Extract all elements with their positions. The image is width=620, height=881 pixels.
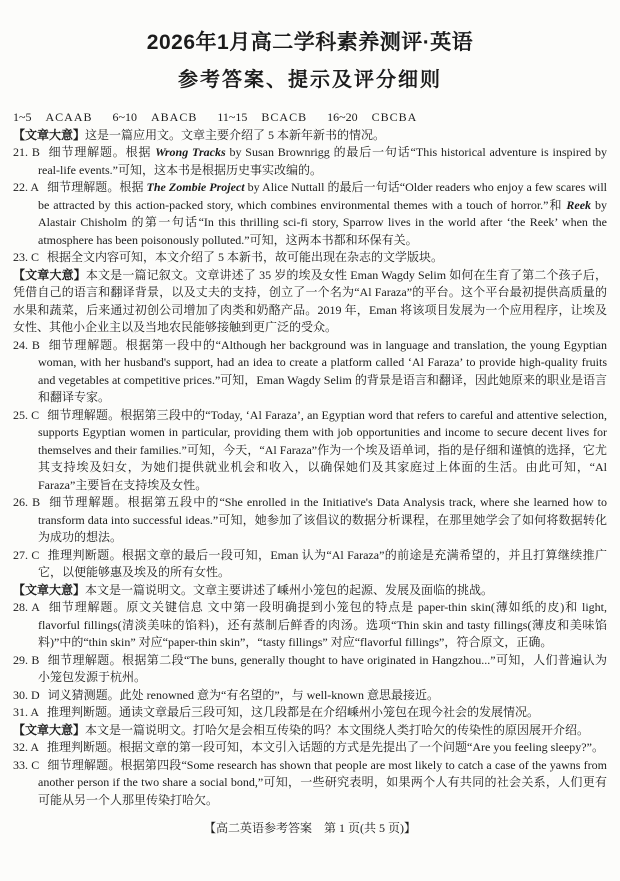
answer-item-26 xyxy=(13,494,607,547)
page-subtitle: 参考答案、提示及评分细则 xyxy=(178,69,442,91)
item-number: 26. B xyxy=(13,495,41,509)
answer-item-22 xyxy=(13,179,607,249)
item-number: 32. A xyxy=(13,740,40,754)
answer-item-30 xyxy=(13,687,607,705)
answer-letters: ABACB xyxy=(151,110,198,124)
item-text: 推理判断题。根据文章的第一段可知，本文引入话题的方式是先提出了一个问题“Are you feeling sleepy?”。 xyxy=(47,740,604,754)
answer-range: 1~5 xyxy=(13,110,32,124)
summary-text: 本文是一篇说明文。文章主要讲述了嵊州小笼包的起源、发展及面临的挑战。 xyxy=(85,582,494,597)
item-text: 细节理解题。根据 xyxy=(47,145,156,159)
passage-summary-1 xyxy=(13,127,607,145)
page-header xyxy=(13,26,607,92)
answer-range: 16~20 xyxy=(327,110,358,124)
answer-letters: CBCBA xyxy=(371,110,418,124)
item-text: by Susan Brownrigg 的最后一句话“This historical adventure is inspired by real-life events.”可知，这本书是根据历史事实改编的。 xyxy=(38,145,607,177)
item-text: by Alice Nuttall 的最后一句话“Older readers who enjoy a few scares will be attracted by this action-packed story, which combines environmental themes with a touch of horror.”和 xyxy=(38,180,607,212)
summary-text: 本文是一篇记叙文。文章讲述了 35 岁的埃及女性 Eman Wagdy Selim 如何在生育了第二个孩子后，凭借自己的语言和翻译背景，以及丈夫的支持，创立了一个名为“Al Faraza”的平台。这个平台最初提供高质量的水果和蔬菜，后来通过初创公司增加了肉类和奶酪产品。2019 年，Eman 将该项目发展为一个应用程序，让埃及女性、其他小企业主以及当地农民能够接触到更广泛的受众。 xyxy=(13,267,607,334)
item-text: 细节理解题。根据第五段中的“She enrolled in the Initiative's Data Analysis track, where she learned how to transform data into successful ideas.”可知，她参加了该倡议的数据分析课程，在那里她学会了如何将数据转化为成功的想法。 xyxy=(38,495,607,544)
item-number: 25. C xyxy=(13,407,40,422)
summary-label: 【文章大意】 xyxy=(13,582,86,597)
answer-item-21 xyxy=(13,144,607,179)
answer-item-23 xyxy=(13,249,607,267)
answer-range: 6~10 xyxy=(112,110,138,124)
summary-label: 【文章大意】 xyxy=(13,267,86,282)
item-text: 推理判断题。根据文章的最后一段可知，Eman 认为“Al Faraza”的前途是充满希望的，并且打算继续推广它，以便能够惠及埃及的所有女性。 xyxy=(38,547,607,579)
answer-item-33 xyxy=(13,757,607,810)
item-number: 23. C xyxy=(13,250,40,264)
item-text: 推理判断题。通读文章最后三段可知，这几段都是在介绍嵊州小笼包在现今社会的发展情况。 xyxy=(47,705,540,719)
page-footer: 【高二英语参考答案 第 1 页(共 5 页)】 xyxy=(204,821,416,835)
item-text: 细节理解题。根据第二段“The buns, generally thought to have originated in Hangzhou...”可知，人们普遍认为小笼包发源于杭州。 xyxy=(38,652,607,684)
item-text: 细节理解题。原文关键信息 文中第一段明确提到小笼包的特点是 paper-thin skin(薄如纸的皮)和 light, flavorful fillings(清淡美味的馅料)，还有蒸制后鲜香的肉汤。选项“Thin skin and tasty fillings(薄皮和美味馅料)”中的“thin skin” 对应“paper-thin skin”，“tasty fillings” 对应“flavorful fillings”，符合原文，正确。 xyxy=(38,600,607,649)
answer-item-25 xyxy=(13,407,607,495)
item-text: 细节理解题。根据 xyxy=(47,180,147,194)
item-text: 细节理解题。根据第三段中的“Today, ‘Al Faraza’, an Egyptian word that refers to careful and attentive selection, supports Egyptian women in particular, providing them with job opportunities and income to secure decent lives for themselves and their families.”可知，今天，“Al Faraza”作为一个埃及语单词，指的是仔细和谨慎的选择，它尤其支持埃及妇女，为她们提供就业机会和收入，以确保她们及其家庭过上体面的生活。由此可知，“Al Faraza”主要旨在支持埃及女性。 xyxy=(38,407,607,492)
answer-item-27 xyxy=(13,547,607,582)
answer-item-31 xyxy=(13,704,607,722)
item-text: 根据全文内容可知，本文介绍了 5 本新书，故可能出现在杂志的文学版块。 xyxy=(47,250,444,264)
item-number: 28. A xyxy=(13,600,40,614)
answers-body xyxy=(13,109,607,809)
passage-summary-3 xyxy=(13,582,607,600)
passage-summary-2 xyxy=(13,267,607,337)
listening-answer-key xyxy=(13,109,607,127)
answer-letters: ACAAB xyxy=(45,110,93,124)
item-text: by Alastair Chisholm 的第一句话“In this thrilling sci-fi story, Sparrow lives in the world after ‘the Reek’ when the atmosphere has been poisonously polluted.”可知，这两本书都和环保有关。 xyxy=(38,197,607,247)
book-title: Wrong Tracks xyxy=(155,145,226,159)
answer-range: 11~15 xyxy=(217,110,248,124)
summary-label: 【文章大意】 xyxy=(13,127,86,142)
item-number: 30. D xyxy=(13,687,40,702)
page-title: 2026年1月高二学科素养测评·英语 xyxy=(146,31,474,54)
item-number: 22. A xyxy=(13,180,40,194)
item-number: 31. A xyxy=(13,705,40,719)
item-number: 33. C xyxy=(13,757,40,772)
item-number: 27. C xyxy=(13,547,40,562)
item-text: 细节理解题。根据第一段中的“Although her background was in language and translation, the young Egyptian woman, with her husband's support, had an idea to create a platform called ‘Al Faraza’ to provide high-quality fruits and vegetables at competitive prices.”可知，Eman Wagdy Selim 的背景是语言和翻译，因此她原来的职业是语言和翻译专家。 xyxy=(38,337,607,404)
item-text: 细节理解题。根据第四段“Some research has shown that people are most likely to catch a case of the yawns from another person if the two share a social bond,”可知，一些研究表明，如果两个人有共同的社会关系，人们更有可能从另一个人那里传染打哈欠。 xyxy=(38,757,607,807)
book-title: The Zombie Project xyxy=(146,180,245,194)
answer-item-29 xyxy=(13,652,607,687)
summary-text: 本文是一篇说明文。打哈欠是会相互传染的吗？本文围绕人类打哈欠的传染性的原因展开介绍。 xyxy=(85,722,590,737)
answer-item-28 xyxy=(13,599,607,652)
summary-label: 【文章大意】 xyxy=(13,722,86,737)
passage-summary-4 xyxy=(13,722,607,740)
summary-text: 这是一篇应用文。文章主要介绍了 5 本新年新书的情况。 xyxy=(85,127,386,142)
item-text: 词义猜测题。此处 renowned 意为“有名望的”，与 well-known 意思最接近。 xyxy=(47,687,439,702)
book-title: Reek xyxy=(566,197,592,212)
answer-letters: BCACB xyxy=(261,110,308,124)
answer-item-24 xyxy=(13,337,607,407)
answer-item-32 xyxy=(13,739,607,757)
item-number: 24. B xyxy=(13,337,40,352)
item-number: 21. B xyxy=(13,145,40,159)
item-number: 29. B xyxy=(13,652,40,667)
